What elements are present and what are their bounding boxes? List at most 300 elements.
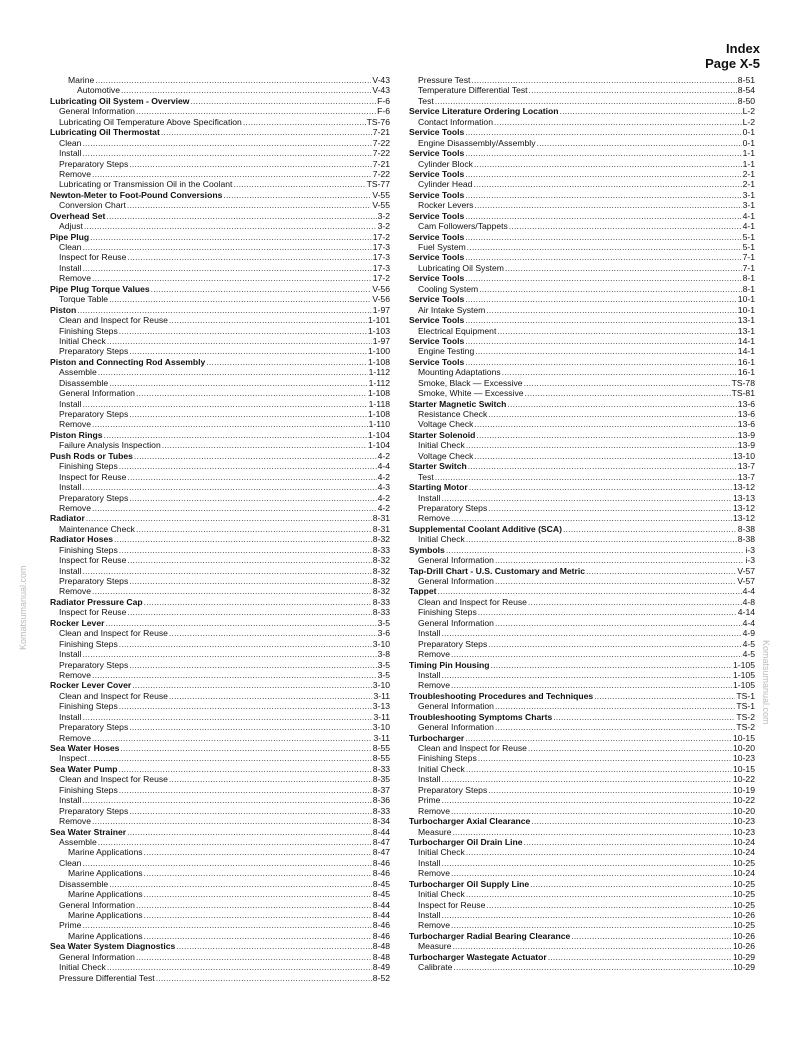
index-entry-label: Maintenance Check <box>59 523 135 534</box>
index-entry-label: Automotive <box>77 85 120 96</box>
index-entry-page: TS-1 <box>736 690 755 701</box>
index-heading <box>409 315 755 325</box>
dot-leader <box>451 920 732 930</box>
index-entry-page: 8-1 <box>742 283 755 294</box>
index-entry-label: Service Tools <box>409 335 465 346</box>
index-entry-label: Overhead Set <box>50 210 106 221</box>
index-entry <box>409 85 755 95</box>
dot-leader <box>136 106 376 116</box>
index-entry-page: 7-22 <box>372 137 390 148</box>
index-entry <box>50 774 390 784</box>
index-entry-label: Radiator Hoses <box>50 534 114 545</box>
index-entry-label: Engine Testing <box>418 346 475 357</box>
index-entry <box>50 733 390 743</box>
index-entry <box>409 701 755 711</box>
index-entry-page: 8-32 <box>372 565 390 576</box>
dot-leader <box>119 639 372 649</box>
index-entry-page: 8-50 <box>737 95 755 106</box>
dot-leader <box>176 941 372 951</box>
index-heading <box>50 430 390 440</box>
index-entry <box>50 419 390 429</box>
index-entry-label: Adjust <box>59 221 83 232</box>
dot-leader <box>92 169 372 179</box>
dot-leader <box>136 900 372 910</box>
index-entry <box>409 503 755 513</box>
index-entry-page: 4-4 <box>742 586 755 597</box>
dot-leader <box>441 628 741 638</box>
index-entry-label: Troubleshooting Symptoms Charts <box>409 711 553 722</box>
index-entry <box>50 555 390 565</box>
dot-leader <box>435 96 737 106</box>
index-heading <box>409 357 755 367</box>
dot-leader <box>90 232 372 242</box>
index-heading <box>409 524 755 534</box>
index-entry-page: i-3 <box>745 555 755 566</box>
index-entry-page: 1-105 <box>733 669 755 680</box>
index-entry-label: Service Tools <box>409 148 465 159</box>
index-entry-page: 8-51 <box>737 75 755 85</box>
index-entry-page: TS-77 <box>366 179 390 190</box>
index-entry-page: 10-26 <box>733 930 755 941</box>
index-entry-label: Finishing Steps <box>59 544 118 555</box>
index-entry-page: 14-1 <box>737 346 755 357</box>
dot-leader <box>451 680 732 690</box>
dot-leader <box>495 576 736 586</box>
watermark-right: Komatsumanual.com <box>761 640 771 725</box>
index-entry-page: 0-1 <box>742 127 755 138</box>
index-entry <box>409 827 755 837</box>
dot-leader <box>529 85 737 95</box>
index-entry <box>50 920 390 930</box>
index-entry <box>50 628 390 638</box>
index-heading <box>50 96 390 106</box>
dot-leader <box>466 889 732 899</box>
dot-leader <box>451 513 732 523</box>
index-entry-page: 4-1 <box>742 221 755 232</box>
dot-leader <box>82 566 371 576</box>
index-entry-label: Test <box>418 471 434 482</box>
dot-leader <box>466 440 737 450</box>
dot-leader <box>451 806 732 816</box>
dot-leader <box>107 962 372 972</box>
index-entry <box>409 774 755 784</box>
index-entry-page: 8-54 <box>737 85 755 96</box>
dot-leader <box>469 482 732 492</box>
dot-leader <box>109 378 367 388</box>
index-entry-page: 1-108 <box>368 356 390 367</box>
index-entry <box>50 169 390 179</box>
index-entry-label: Install <box>59 148 82 159</box>
index-entry <box>409 326 755 336</box>
dot-leader <box>119 785 372 795</box>
index-entry-label: Marine Applications <box>68 930 143 941</box>
index-entry <box>409 806 755 816</box>
dot-leader <box>441 910 732 920</box>
index-entry-page: 13-7 <box>737 461 755 472</box>
index-entry-page: 10-24 <box>733 847 755 858</box>
index-entry-page: 3-11 <box>373 690 390 701</box>
dot-leader <box>127 607 371 617</box>
dot-leader <box>488 503 732 513</box>
index-heading <box>50 190 390 200</box>
index-entry <box>50 952 390 962</box>
index-entry <box>50 806 390 816</box>
watermark-left: Komatsumanual.com <box>18 565 28 650</box>
dot-leader <box>162 440 367 450</box>
dot-leader <box>169 628 377 638</box>
dot-leader <box>471 75 736 85</box>
dot-leader <box>531 816 732 826</box>
index-heading <box>50 827 390 837</box>
index-entry-page: 13-6 <box>737 419 755 430</box>
dot-leader <box>530 879 732 889</box>
index-entry-page: 3-13 <box>372 701 390 712</box>
dot-leader <box>452 941 732 951</box>
index-entry-page: 8-38 <box>737 534 755 545</box>
index-heading <box>50 597 390 607</box>
dot-leader <box>495 618 742 628</box>
index-entry-page: 10-19 <box>733 784 755 795</box>
index-entry-page: 1-118 <box>368 398 390 409</box>
dot-leader <box>92 670 377 680</box>
index-entry <box>50 409 390 419</box>
dot-leader <box>82 482 376 492</box>
index-entry-label: Install <box>59 482 82 493</box>
index-entry-page: 4-3 <box>377 482 390 493</box>
index-entry <box>409 263 755 273</box>
dot-leader <box>127 555 371 565</box>
index-entry <box>409 868 755 878</box>
dot-leader <box>144 597 372 607</box>
index-entry-page: 3-10 <box>372 638 390 649</box>
header-title: Index <box>726 41 760 56</box>
index-entry-label: Remove <box>59 419 91 430</box>
index-entry-page: V-43 <box>372 85 390 96</box>
index-entry-label: Initial Check <box>418 534 465 545</box>
index-entry-label: Cylinder Head <box>418 179 473 190</box>
index-entry-page: L-2 <box>742 116 755 127</box>
dot-leader <box>563 524 737 534</box>
index-entry <box>50 722 390 732</box>
index-heading <box>50 305 390 315</box>
index-heading <box>409 931 755 941</box>
index-entry-label: Marine <box>68 75 95 85</box>
index-entry-label: Engine Disassembly/Assembly <box>418 137 536 148</box>
dot-leader <box>129 576 372 586</box>
index-entry-label: Install <box>59 565 82 576</box>
index-entry-page: 8-48 <box>372 951 390 962</box>
dot-leader <box>82 148 371 158</box>
dot-leader <box>109 879 372 889</box>
index-entry <box>409 159 755 169</box>
index-entry-label: Preparatory Steps <box>59 659 129 670</box>
index-entry-label: Turbocharger Oil Supply Line <box>409 878 530 889</box>
index-entry <box>50 795 390 805</box>
index-entry-label: Resistance Check <box>418 409 488 419</box>
index-entry-page: 17-2 <box>372 231 390 242</box>
dot-leader <box>465 127 741 137</box>
dot-leader <box>465 169 741 179</box>
index-entry-page: 4-4 <box>377 461 390 472</box>
index-entry-label: Tappet <box>409 586 437 597</box>
index-entry-label: Preparatory Steps <box>59 722 129 733</box>
index-entry-label: General Information <box>418 617 494 628</box>
index-entry-page: 8-36 <box>372 795 390 806</box>
index-entry-page: 8-44 <box>372 826 390 837</box>
index-entry-label: Remove <box>418 513 450 524</box>
index-entry <box>409 847 755 857</box>
index-entry-page: 8-49 <box>372 962 390 973</box>
index-entry-page: 7-21 <box>372 158 390 169</box>
index-entry-page: 1-97 <box>372 304 390 315</box>
index-entry-label: Service Tools <box>409 294 465 305</box>
index-entry-label: Inspect for Reuse <box>59 555 127 566</box>
index-entry-label: General Information <box>59 951 135 962</box>
index-entry <box>50 524 390 534</box>
dot-leader <box>95 75 371 85</box>
dot-leader <box>466 534 737 544</box>
dot-leader <box>82 712 372 722</box>
dot-leader <box>465 357 737 367</box>
index-entry-page: 7-1 <box>742 252 755 263</box>
index-entry-label: Turbocharger Radial Bearing Clearance <box>409 930 571 941</box>
index-entry-page: 10-26 <box>733 910 755 920</box>
index-entry-label: Pressure Differential Test <box>59 972 155 983</box>
index-entry-page: 8-33 <box>372 544 390 555</box>
index-entry-page: 13-9 <box>737 429 755 440</box>
index-entry-label: Inspect for Reuse <box>418 899 486 910</box>
index-entry <box>50 503 390 513</box>
index-entry-label: Service Literature Ordering Location <box>409 106 559 117</box>
index-entry-label: Service Tools <box>409 315 465 326</box>
index-entry-page: 1-112 <box>368 367 390 378</box>
header-page-number: Page X-5 <box>705 56 760 71</box>
dot-leader <box>465 211 741 221</box>
dot-leader <box>161 127 372 137</box>
dot-leader <box>465 190 741 200</box>
dot-leader <box>486 900 732 910</box>
dot-leader <box>151 284 372 294</box>
index-entry <box>50 660 390 670</box>
index-entry <box>50 85 390 95</box>
index-entry-page: 8-46 <box>372 920 390 931</box>
index-entry-page: 13-1 <box>737 325 755 336</box>
index-entry <box>50 691 390 701</box>
dot-leader <box>169 774 372 784</box>
dot-leader <box>106 211 376 221</box>
index-entry <box>50 889 390 899</box>
dot-leader <box>451 649 742 659</box>
index-heading <box>50 232 390 242</box>
index-heading <box>409 952 755 962</box>
index-entry-label: Measure <box>418 941 452 952</box>
index-entry-label: Remove <box>59 732 91 743</box>
index-entry <box>409 597 755 607</box>
index-entry <box>50 117 390 127</box>
index-entry-page: 8-45 <box>372 889 390 900</box>
index-entry-label: Inspect for Reuse <box>59 607 127 618</box>
index-heading <box>409 211 755 221</box>
index-entry-label: Clean and Inspect for Reuse <box>59 774 168 785</box>
index-entry-label: Disassemble <box>59 377 109 388</box>
index-entry <box>409 576 755 586</box>
index-entry-label: Marine Applications <box>68 910 143 920</box>
index-entry-page: TS-81 <box>731 388 755 399</box>
index-entry-label: Install <box>418 774 441 785</box>
index-entry-page: 14-1 <box>737 335 755 346</box>
index-heading <box>50 534 390 544</box>
index-entry-page: 13-12 <box>733 513 755 524</box>
index-entry-label: Fuel System <box>418 242 466 252</box>
index-entry-label: Lubricating Oil System <box>418 262 504 273</box>
dot-leader <box>233 179 365 189</box>
index-entry-page: 4-2 <box>377 450 390 461</box>
index-entry-page: 3-11 <box>373 711 390 722</box>
index-entry <box>50 607 390 617</box>
index-entry-label: Finishing Steps <box>418 753 477 764</box>
index-heading <box>409 461 755 471</box>
index-heading <box>409 837 755 847</box>
dot-leader <box>169 691 373 701</box>
index-entry-label: Preparatory Steps <box>59 805 129 816</box>
index-entry-label: Service Tools <box>409 273 465 284</box>
index-entry <box>409 388 755 398</box>
dot-leader <box>144 889 372 899</box>
index-heading <box>50 941 390 951</box>
index-entry-label: Initial Check <box>418 440 465 451</box>
index-entry <box>409 346 755 356</box>
index-entry <box>50 712 390 722</box>
index-entry-label: Voltage Check <box>418 419 474 430</box>
dot-leader <box>92 586 372 596</box>
index-entry-label: Inspect <box>59 753 87 764</box>
index-entry-label: Finishing Steps <box>59 325 118 336</box>
index-entry-page: 1-100 <box>368 346 390 357</box>
index-entry <box>409 962 755 972</box>
index-entry-page: V-56 <box>372 294 390 305</box>
index-entry <box>50 858 390 868</box>
dot-leader <box>524 837 733 847</box>
index-entry <box>409 941 755 951</box>
dot-leader <box>129 346 367 356</box>
index-heading <box>409 816 755 826</box>
index-heading <box>409 252 755 262</box>
index-entry-label: General Information <box>59 899 135 910</box>
index-entry-page: 13-6 <box>737 409 755 419</box>
index-heading <box>50 127 390 137</box>
dot-leader <box>524 378 731 388</box>
dot-leader <box>134 451 377 461</box>
index-heading <box>409 430 755 440</box>
index-entry-label: Air Intake System <box>418 304 486 315</box>
index-entry-label: Prime <box>418 795 441 806</box>
index-entry-page: 3-1 <box>742 189 755 200</box>
index-entry-label: Initial Check <box>59 962 106 973</box>
dot-leader <box>559 106 741 116</box>
index-entry-page: 8-33 <box>372 763 390 774</box>
dot-leader <box>465 733 732 743</box>
dot-leader <box>120 743 371 753</box>
index-entry-label: Sea Water Pump <box>50 763 118 774</box>
index-entry <box>409 200 755 210</box>
index-entry-page: 1-108 <box>368 409 390 419</box>
index-entry-page: 17-2 <box>372 273 390 284</box>
index-heading <box>409 733 755 743</box>
index-entry-page: 16-1 <box>737 356 755 367</box>
index-entry-page: 5-1 <box>742 231 755 242</box>
dot-leader <box>465 315 737 325</box>
index-entry-label: Assemble <box>59 367 97 378</box>
index-heading <box>409 294 755 304</box>
index-entry-page: 8-1 <box>742 273 755 284</box>
index-entry <box>50 701 390 711</box>
dot-leader <box>129 159 372 169</box>
index-entry-page: 10-24 <box>733 836 755 847</box>
index-entry-page: 1-104 <box>368 440 390 451</box>
index-entry-label: Lubricating Oil Temperature Above Specification <box>59 116 242 127</box>
dot-leader <box>441 858 732 868</box>
index-entry-page: 1-1 <box>742 158 755 169</box>
index-entry-page: 13-12 <box>733 502 755 513</box>
index-entry-page: L-2 <box>742 106 755 117</box>
dot-leader <box>223 190 371 200</box>
dot-leader <box>109 294 371 304</box>
index-entry-label: Initial Check <box>418 763 465 774</box>
index-entry-label: Timing Pin Housing <box>409 659 490 670</box>
index-entry-label: Troubleshooting Procedures and Techniques <box>409 690 594 701</box>
dot-leader <box>465 252 741 262</box>
index-entry <box>50 159 390 169</box>
index-entry-label: Remove <box>59 816 91 827</box>
index-heading <box>409 660 755 670</box>
index-heading <box>409 691 755 701</box>
index-entry-label: Clean <box>59 857 82 868</box>
index-entry <box>409 138 755 148</box>
index-entry <box>50 200 390 210</box>
index-entry-label: Calibrate <box>418 962 453 973</box>
page-header <box>705 41 760 71</box>
index-entry <box>50 586 390 596</box>
index-entry <box>50 221 390 231</box>
index-entry-label: General Information <box>418 701 494 712</box>
index-entry-page: 10-1 <box>737 304 755 315</box>
index-heading <box>409 545 755 555</box>
dot-leader <box>86 513 372 523</box>
index-entry-label: Install <box>59 262 82 273</box>
index-entry <box>409 649 755 659</box>
dot-leader <box>465 336 737 346</box>
index-entry <box>409 910 755 920</box>
index-heading <box>409 190 755 200</box>
index-heading <box>409 169 755 179</box>
dot-leader <box>553 712 735 722</box>
index-entry-page: 3-10 <box>372 680 390 691</box>
index-entry-label: Install <box>59 649 82 660</box>
index-entry-page: 7-22 <box>372 148 390 159</box>
index-entry-label: Clean and Inspect for Reuse <box>418 743 527 753</box>
dot-leader <box>92 816 372 826</box>
index-entry-label: Turbocharger Wastegate Actuator <box>409 951 547 962</box>
index-entry-label: Smoke, White — Excessive <box>418 388 524 399</box>
index-entry-page: TS-76 <box>366 116 390 127</box>
index-entry-page: 3-6 <box>377 628 390 639</box>
index-entry-label: Newton-Meter to Foot-Pound Conversions <box>50 189 223 200</box>
index-heading <box>50 764 390 774</box>
index-entry-page: 8-55 <box>372 743 390 753</box>
index-entry <box>50 670 390 680</box>
dot-leader <box>594 691 735 701</box>
dot-leader <box>468 461 737 471</box>
